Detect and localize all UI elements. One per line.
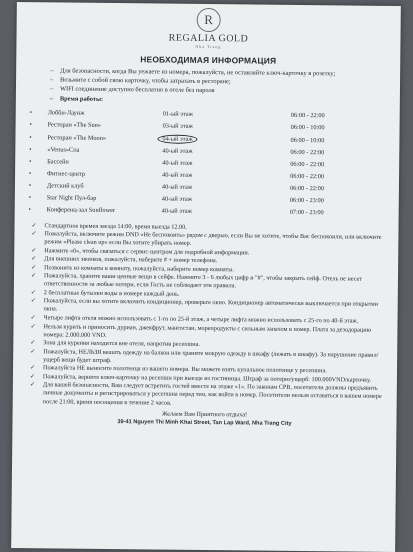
check-icon: ✓ (30, 314, 36, 322)
check-icon: ✓ (30, 339, 36, 347)
table-row: • Ресторан «The Sun» 03-ый этаж 06:00 - 10:00 (29, 121, 325, 132)
check-icon: ✓ (30, 322, 36, 330)
hotel-logo (16, 6, 400, 51)
rule-item: ✓ Пожалуйста НЕ выносите полотенца из вашего номера. Вы можете взять купальное полотенце у ресепшна. (30, 364, 327, 375)
check-icon: ✓ (30, 347, 36, 355)
intro-item: – WIFI соединение доступно бесплатно в отеле без пароля (60, 86, 384, 98)
rule-item: ✓ Пожалуйста, верните ключ-карточку на ресепшн при выезде из гостиницы. Штраф за потерю/ущерб: 100.000VND/карточку. (29, 373, 372, 384)
hotel-address: 39-41 Nguyen Thi Minh Khai Street, Tan Lap Ward, Nha Trang City (117, 418, 292, 427)
brand-sub: Nha Trang (195, 43, 222, 50)
table-row: • Ресторан «The Moon» 04-ый этаж 06:00 - 10:00 (29, 133, 325, 144)
rule-item: ✓ Позвоните из комнаты в комнату, пожалуйста, наберите номер комнаты. (31, 263, 234, 274)
rule-item: ✓ Для внешних звонков, пожалуйста, наберите # + номер телефона. (31, 255, 218, 265)
rule-item: ✓ Пожалуйста, НЕЛЬЗЯ вешать одежду на балкон или храните мокрую одежду в шкафу (лежать в шкафу). За нарушение правил/ущерб вещи будет штраф. (30, 347, 379, 364)
check-icon: ✓ (30, 289, 37, 297)
hours-title: – Время работы: (60, 95, 384, 107)
intro-item: – Возьмите с собой свою карточку, чтобы затрахать в ресторане; (60, 77, 384, 89)
rule-item: ✓ Зона для курения находится вне отеля, напротив ресепшна. (30, 339, 200, 349)
rule-item: ✓ Пожалуйста, включите режим DND «Не беспокоить» рядом с дверью, если Вы не хотите, чтобы Вас беспокоили, или включите режим «Please clean up» если Вы хотите убирать номер. (31, 230, 382, 247)
rule-item: ✓ Пожалуйста, если вы хотите включить кондиционер, проверьте окно. Кондиционер автоматически выключается при открытии окна. (30, 297, 378, 313)
check-icon: ✓ (30, 272, 37, 280)
rule-item: ✓ 2 бесплатные бутылки воды в номере каждый день. (30, 289, 180, 298)
table-row: • Star Night Пул-бар 40-ый этаж 06:00 - 23:00 (28, 194, 324, 205)
check-icon: ✓ (31, 230, 37, 238)
check-icon: ✓ (30, 364, 36, 372)
rule-item: ✓ Нажмите «0», чтобы связаться с сервис-центром для подробной информации. (31, 246, 250, 257)
circled-floor: 04-ый этаж (157, 134, 197, 143)
rule-item: ✓ Четыре лифта отеля можно использовать с 1-го по 25-й этаж, а четыре лифта можно использовать с 25-го по 40-й этаж. (30, 314, 359, 325)
rule-item: ✓ Пожалуйста, храните ваши ценные вещи в сейфе. Нажмите 3 - 6 любых цифр и "#", чтобы закрыть сейф. Отель не несет ответственности за любые потери, если Гость не соблюдает эти правила. (30, 272, 362, 290)
brand-name: REGALIA GOLD (168, 32, 249, 45)
rule-item: ✓ Для вашей безопасности, Вам следует встретить гостей вместе на этаже «1». По законам СРВ, посетители должны предъявить личные документы и регистрироваться у ресепшна перед тем, как войти в номер. Посетители нельзя оставаться в вашем номере после 21:00, время посещения в течение 2 часов. (29, 381, 382, 407)
page-title: НЕОБХОДИМАЯ ИНФОРМАЦИЯ (140, 54, 277, 66)
check-icon: ✓ (31, 255, 37, 263)
opening-hours-table (29, 107, 325, 219)
check-icon: ✓ (29, 373, 36, 381)
intro-section (16, 67, 400, 107)
check-icon: ✓ (31, 221, 37, 229)
table-row: • Детский клуб 40-ый этаж 06:00 - 22:00 (28, 181, 324, 193)
intro-item: – Для безопасности, когда Вы уежаете из номера, пожалуйста, не оставляйте ключ-карточку в розетку; (60, 67, 384, 79)
rules-section (13, 222, 399, 410)
closing-text: Желаем Вам Приятного отдыха! (162, 410, 248, 418)
rule-item: ✓ Нельзя курить и приносить дуриан, джекфрут, мангостан, морепродукты с сильным запахом в номер. Плата за дезодорацию номера: 2.000.000 VND. (30, 322, 372, 339)
logo-monogram: R (197, 8, 221, 32)
check-icon: ✓ (29, 381, 36, 389)
table-row: • Бассейн 40-ый этаж 06:00 - 22:00 (29, 157, 325, 168)
check-icon: ✓ (31, 246, 37, 254)
table-row: • Лобби-Лаунж 01-ый этаж 06:00 - 22:00 (29, 109, 325, 120)
table-row: • Фитнес-центр 40-ый этаж 06:00 - 22:00 (29, 169, 325, 180)
table-row: • «Venus»Спа 40-ый этаж 06:00 - 22:00 (29, 145, 325, 156)
check-icon: ✓ (30, 297, 36, 305)
rule-item: ✓ Стандартное времея заезда 14:00, время выезда 12.00. (31, 221, 187, 231)
check-icon: ✓ (31, 263, 37, 271)
table-row: • Конференц-зал Sunflower 40-ый этаж 07:00 - 23:00 (28, 206, 324, 217)
info-sheet (11, 2, 401, 552)
